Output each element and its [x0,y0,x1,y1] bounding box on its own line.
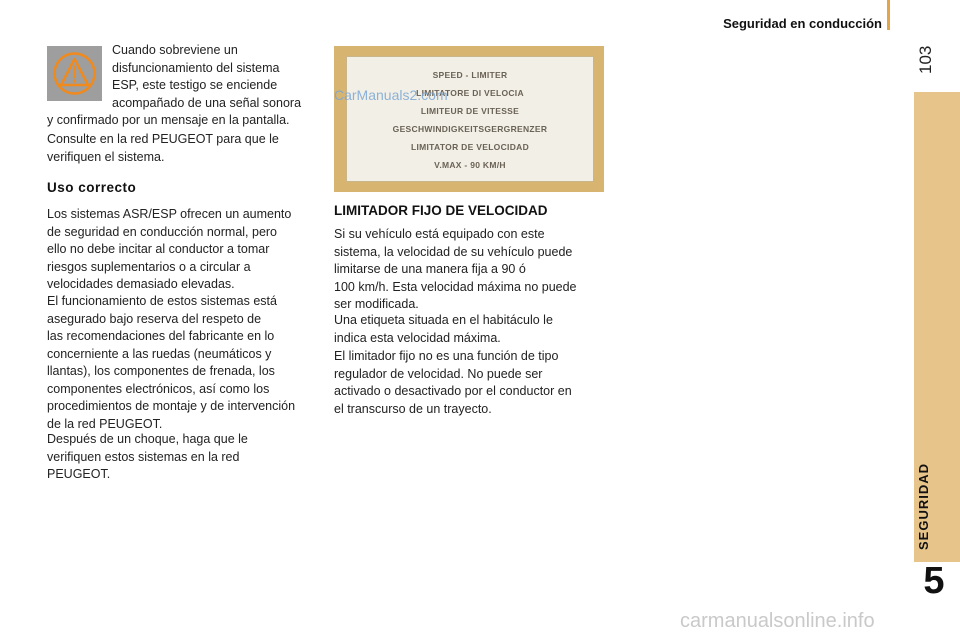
label-line: GESCHWINDIGKEITSGERGRENZER [392,124,548,134]
uso-correcto-heading: Uso correcto [47,180,137,195]
label-line: LIMITATORE DI VELOCIA [416,88,524,98]
limitador-paragraph-fixed [334,226,609,314]
text-line: Consulte en la red PEUGEOT para que le [47,132,279,146]
header-rule [887,0,890,30]
warning-triangle-icon [47,46,102,101]
text-line: El funcionamiento de estos sistemas está [47,294,277,308]
label-line: V.MAX - 90 KM/H [434,160,506,170]
text-line: El limitador fijo no es una función de tipo [334,349,559,363]
text-line: Una etiqueta situada en el habitáculo le [334,313,553,327]
text-line: Los sistemas ASR/ESP ofrecen un aumento [47,207,292,221]
text-line: regulador de velocidad. No puede ser [334,366,543,381]
limitador-paragraph-label [334,312,609,347]
label-line: SPEED - LIMITER [432,70,508,80]
section-title: Seguridad en conducción [723,16,882,31]
text-line: indica esta velocidad máxima. [334,330,501,345]
text-line: activado o desactivado por el conductor en [334,384,572,398]
page-number: 103 [916,45,935,74]
limitador-paragraph-not-regulator [334,348,609,418]
text-line: de la red PEUGEOT. [47,416,163,431]
esp-malfunction-paragraph [112,42,322,112]
uso-paragraph-safety [47,206,322,294]
text-line: de seguridad en conducción normal, pero [47,224,278,239]
text-line: procedimientos de montaje y de intervención [47,399,296,413]
speed-limiter-label [346,56,594,182]
text-line: velocidades demasiado elevadas. [47,277,235,291]
text-line: acompañado de una señal sonora [112,95,302,110]
limitador-heading: LIMITADOR FIJO DE VELOCIDAD [334,203,548,218]
text-line: Después de un choque, haga que le [47,432,248,446]
text-line: ello no debe incitar al conductor a tomar [47,242,270,256]
uso-paragraph-conditions [47,293,322,433]
esp-malfunction-continuation: y confirmado por un mensaje en la pantalla. [47,113,290,127]
text-line: riesgos suplementarios o a circular a [47,259,251,274]
label-line: LIMITATOR DE VELOCIDAD [410,142,530,152]
chapter-tab-label: SEGURIDAD [916,462,931,550]
text-line: ser modificada. [334,297,419,311]
watermark-bottom: carmanualsonline.info [680,610,875,632]
text-line: componentes electrónicos, así como los [47,381,270,396]
text-line: Cuando sobreviene un [112,43,238,57]
consult-network-paragraph [47,131,322,166]
speed-limiter-label-photo [334,46,604,192]
chapter-number: 5 [923,560,945,602]
text-line: asegurado bajo reserva del respeto de [47,311,262,326]
text-line: limitarse de una manera fija a 90 ó [334,262,526,276]
text-line: verifiquen el sistema. [47,149,165,164]
text-line: 100 km/h. Esta velocidad máxima no puede [334,279,577,294]
text-line: el transcurso de un trayecto. [334,401,492,416]
text-line: llantas), los componentes de frenada, los [47,364,275,378]
text-line: verifiquen estos sistemas en la red [47,449,240,464]
text-line: disfuncionamiento del sistema [112,60,280,75]
watermark-top: CarManuals2.com [334,87,448,103]
text-line: sistema, la velocidad de su vehículo puede [334,244,573,259]
text-line: PEUGEOT. [47,467,111,481]
label-line: LIMITEUR DE VITESSE [420,106,520,116]
text-line: concerniente a las ruedas (neumáticos y [47,346,272,361]
uso-paragraph-after-crash [47,431,322,484]
text-line: las recomendaciones del fabricante en lo [47,329,275,343]
text-line: Si su vehículo está equipado con este [334,227,545,241]
esp-warning-lamp [47,46,102,101]
text-line: ESP, este testigo se enciende [112,78,278,92]
